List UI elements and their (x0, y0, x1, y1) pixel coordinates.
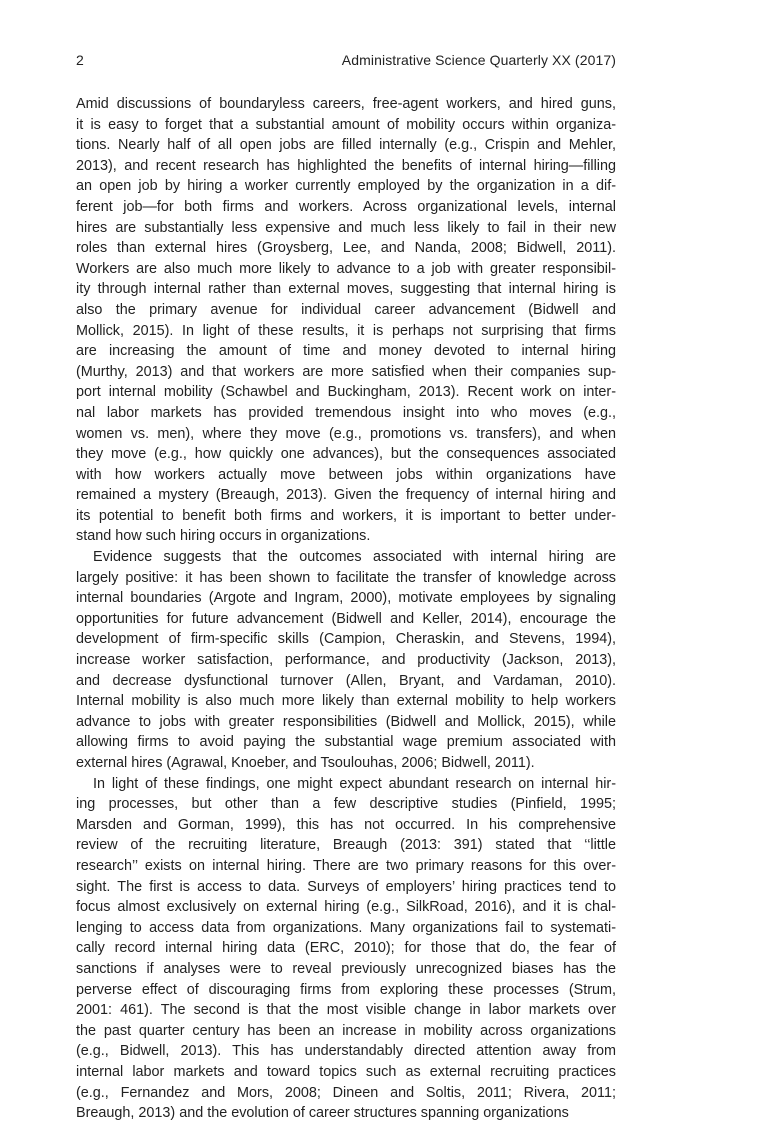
article-body (76, 94, 616, 1124)
text-line: internal boundaries (Argote and Ingram, 2000), motivate employees by signaling (76, 590, 616, 607)
text-line: stand how such hiring occurs in organizations. (76, 528, 371, 545)
text-line: cally record internal hiring data (ERC, 2010); for those that do, the fear of (76, 940, 616, 957)
text-line: and decrease dysfunctional turnover (Allen, Bryant, and Vardaman, 2010). (76, 672, 616, 689)
journal-title: Administrative Science Quarterly XX (2017) (341, 52, 616, 68)
text-line: internal labor markets and toward topics such as external recruiting practices (76, 1063, 616, 1080)
text-line: port internal mobility (Schawbel and Buckingham, 2013). Recent work on inter- (76, 384, 616, 401)
text-line: (Murthy, 2013) and that workers are more satisfied when their companies sup- (76, 363, 616, 380)
text-line: Evidence suggests that the outcomes associated with internal hiring are (93, 549, 616, 566)
text-line: an open job by hiring a worker currently employed by the organization in a dif- (76, 178, 616, 195)
text-line: lenging to access data from organizations. Many organizations fail to systemati- (76, 919, 616, 936)
text-line: sanctions if analyses were to reveal previously unrecognized biases has the (76, 960, 616, 977)
text-line: women vs. men), where they move (e.g., promotions vs. transfers), and when (76, 425, 616, 442)
text-line: Breaugh, 2013) and the evolution of career structures spanning organizations (76, 1105, 569, 1122)
text-line: Amid discussions of boundaryless careers, free-agent workers, and hired guns, (76, 96, 616, 112)
text-line: Mollick, 2015). In light of these results, it is perhaps not surprising that firms (76, 322, 616, 339)
text-line: advance to jobs with greater responsibilities (Bidwell and Mollick, 2015), while (76, 713, 616, 730)
text-line: it is easy to forget that a substantial amount of mobility occurs within organiza- (76, 116, 616, 133)
text-line: focus almost exclusively on external hiring (e.g., SilkRoad, 2016), and it is chal- (76, 899, 616, 916)
text-line: ferent job—for both firms and workers. Across organizational levels, internal (76, 198, 616, 215)
text-line: with how workers actually move between jobs within organizations have (76, 466, 616, 483)
text-line: largely positive: it has been shown to facilitate the transfer of knowledge across (76, 569, 616, 586)
text-line: review of the recruiting literature, Breaugh (2013: 391) stated that ‘‘little (76, 837, 616, 854)
text-line: roles than external hires (Groysberg, Lee, and Nanda, 2008; Bidwell, 2011). (76, 240, 616, 257)
text-line: research’’ exists on internal hiring. There are two primary reasons for this over- (76, 857, 616, 874)
paragraph (76, 774, 616, 1124)
text-line: they move (e.g., how quickly one advances), but the consequences associated (76, 446, 616, 463)
paragraph (76, 94, 616, 547)
text-line: increase worker satisfaction, performance, and productivity (Jackson, 2013), (76, 652, 616, 669)
text-line: 2013), and recent research has highlighted the benefits of internal hiring—filling (76, 157, 616, 174)
text-line: allowing firms to avoid paying the substantial wage premium associated with (76, 734, 616, 751)
text-line: ity through internal rather than external moves, suggesting that internal hiring is (76, 281, 616, 298)
text-line: the past quarter century has been an increase in mobility across organizations (76, 1022, 616, 1039)
text-line: 2001: 461). The second is that the most visible change in labor markets over (76, 1002, 616, 1019)
text-line: ing processes, but other than a few descriptive studies (Pinfield, 1995; (76, 796, 616, 813)
text-line: (e.g., Fernandez and Mors, 2008; Dineen and Soltis, 2011; Rivera, 2011; (76, 1084, 616, 1101)
text-line: In light of these findings, one might expect abundant research on internal hir- (93, 775, 616, 792)
paragraph (76, 547, 616, 774)
text-line: tions. Nearly half of all open jobs are filled internally (e.g., Crispin and Mehler, (76, 137, 616, 154)
text-line: remained a mystery (Breaugh, 2013). Given the frequency of internal hiring and (76, 487, 616, 504)
text-line: hires are substantially less expensive and much less likely to fail in their new (76, 219, 616, 236)
text-line: nal labor markets has provided tremendous insight into who moves (e.g., (76, 404, 616, 421)
text-line: Marsden and Gorman, 1999), this has not occurred. In his comprehensive (76, 816, 616, 833)
text-line: perverse effect of discouraging firms from exploring these processes (Strum, (76, 981, 616, 998)
text-line: (e.g., Bidwell, 2013). This has understandably directed attention away from (76, 1043, 616, 1060)
page-number: 2 (76, 52, 84, 68)
text-line: its potential to benefit both firms and workers, it is important to better under- (76, 507, 616, 524)
text-line: Internal mobility is also much more likely than external mobility to help workers (76, 693, 616, 710)
text-line: opportunities for future advancement (Bidwell and Keller, 2014), encourage the (76, 610, 616, 627)
text-line: also the primary avenue for individual career advancement (Bidwell and (76, 301, 616, 318)
text-line: are increasing the amount of time and money devoted to internal hiring (76, 343, 616, 360)
text-line: development of firm-specific skills (Campion, Cheraskin, and Stevens, 1994), (76, 631, 616, 648)
text-line: external hires (Agrawal, Knoeber, and Tsoulouhas, 2006; Bidwell, 2011). (76, 755, 535, 771)
text-line: sight. The first is access to data. Surveys of employers’ hiring practices tend to (76, 878, 616, 895)
running-header (76, 52, 616, 74)
text-line: Workers are also much more likely to advance to a job with greater responsibil- (76, 260, 616, 277)
journal-page (76, 52, 616, 1124)
